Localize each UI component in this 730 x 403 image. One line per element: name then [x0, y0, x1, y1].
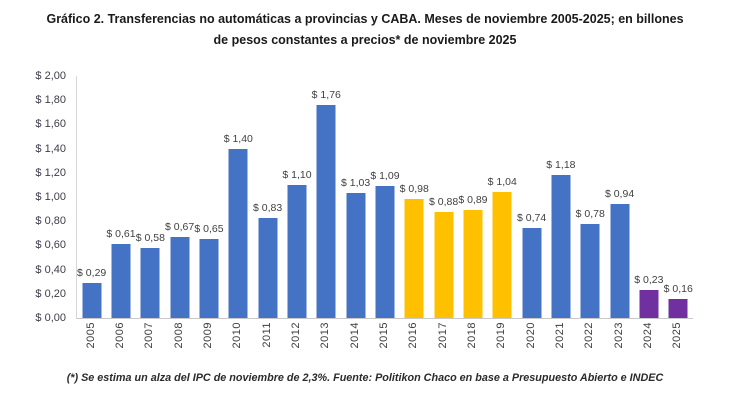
x-slot-2015	[369, 322, 398, 368]
x-slot-2025	[663, 322, 692, 368]
source-note: (*) Se estima un alza del IPC de noviembre de 2,3%. Fuente: Politikon Chaco en base a Presupuesto Abierto e INDEC	[66, 372, 664, 384]
x-tick-label-2011: 2011	[260, 322, 273, 348]
bar-slot-2019	[488, 76, 517, 318]
bar-slot-2016	[400, 76, 429, 318]
bar-slot-2008	[165, 76, 194, 318]
bar-value-label-2017: $ 0,88	[428, 196, 459, 208]
bar-2006	[111, 244, 130, 318]
bar-2010	[229, 149, 248, 318]
bar-slot-2013	[312, 76, 341, 318]
bar-value-label-2019: $ 1,04	[487, 176, 517, 188]
x-slot-2018	[457, 322, 486, 368]
bar-value-label-2010: $ 1,40	[223, 133, 253, 145]
chart-title	[20, 9, 710, 51]
x-tick-label-2021: 2021	[553, 322, 566, 349]
x-slot-2019	[487, 322, 516, 368]
chart-title-line2: de pesos constantes a precios* de noviembre 2025	[213, 33, 517, 47]
y-tick-label: $ 1,00	[35, 191, 66, 203]
bar-2023	[610, 204, 629, 318]
x-slot-2016	[399, 322, 428, 368]
bar-slot-2006	[106, 76, 135, 318]
bar-slot-2009	[194, 76, 223, 318]
x-tick-label-2009: 2009	[201, 322, 214, 349]
bar-slot-2011	[253, 76, 282, 318]
bar-2024	[639, 290, 658, 318]
y-axis	[0, 70, 70, 324]
bar-value-label-2009: $ 0,65	[194, 223, 224, 235]
x-tick-label-2025: 2025	[671, 322, 684, 349]
bar-2015	[375, 186, 394, 318]
bar-slot-2023	[605, 76, 634, 318]
x-slot-2017	[428, 322, 457, 368]
bar-2019	[493, 192, 512, 318]
bar-value-label-2022: $ 0,78	[575, 208, 605, 220]
x-axis	[76, 322, 692, 368]
bar-slot-2015	[370, 76, 399, 318]
bar-slot-2022	[576, 76, 605, 318]
bar-value-label-2023: $ 0,94	[604, 188, 635, 200]
x-slot-2020	[516, 322, 545, 368]
x-tick-label-2022: 2022	[583, 322, 596, 349]
x-slot-2024	[633, 322, 662, 368]
bar-2005	[82, 283, 101, 318]
x-slot-2006	[105, 322, 134, 368]
bar-2008	[170, 237, 189, 318]
x-tick-label-2013: 2013	[319, 322, 332, 349]
x-tick-label-2012: 2012	[289, 322, 302, 349]
bar-slot-2005	[77, 76, 106, 318]
bar-2013	[317, 105, 336, 318]
x-tick-label-2017: 2017	[436, 322, 449, 349]
bar-slot-2020	[517, 76, 546, 318]
bar-slot-2012	[282, 76, 311, 318]
bar-slot-2010	[224, 76, 253, 318]
y-tick-label: $ 0,00	[35, 312, 66, 324]
bar-slot-2021	[546, 76, 575, 318]
x-tick-label-2008: 2008	[172, 322, 185, 349]
x-slot-2005	[76, 322, 105, 368]
x-tick-label-2007: 2007	[143, 322, 156, 349]
bar-value-label-2018: $ 0,89	[458, 194, 488, 206]
x-tick-label-2018: 2018	[465, 322, 478, 349]
y-tick-label: $ 1,80	[35, 94, 66, 107]
bar-slot-2007	[136, 76, 165, 318]
x-slot-2008	[164, 322, 193, 368]
plot-area	[76, 76, 693, 319]
x-slot-2014	[340, 322, 369, 368]
bar-value-label-2015: $ 1,09	[370, 170, 400, 182]
x-slot-2012	[281, 322, 310, 368]
x-slot-2007	[135, 322, 164, 368]
bar-2011	[258, 218, 277, 318]
x-tick-label-2024: 2024	[641, 322, 654, 349]
chart-title-line1: Gráfico 2. Transferencias no automáticas a provincias y CABA. Meses de noviembre 2005-2025; en billones	[46, 12, 684, 26]
x-slot-2011	[252, 322, 281, 368]
bar-value-label-2013: $ 1,76	[311, 89, 341, 101]
bar-slot-2018	[458, 76, 487, 318]
bar-slot-2017	[429, 76, 458, 318]
bar-slot-2025	[664, 76, 693, 318]
bar-slot-2014	[341, 76, 370, 318]
y-tick-label: $ 0,80	[35, 215, 66, 228]
bar-2007	[141, 248, 160, 318]
x-slot-2013	[311, 322, 340, 368]
x-tick-label-2023: 2023	[612, 322, 625, 349]
x-tick-label-2015: 2015	[377, 322, 390, 349]
bar-2014	[346, 193, 365, 318]
x-tick-label-2006: 2006	[113, 322, 126, 349]
bar-value-label-2024: $ 0,23	[634, 274, 664, 286]
x-tick-label-2010: 2010	[231, 322, 244, 349]
x-slot-2023	[604, 322, 633, 368]
bar-slot-2024	[634, 76, 663, 318]
y-tick-label: $ 1,60	[35, 118, 66, 131]
bar-2009	[199, 239, 218, 318]
bar-2025	[669, 299, 688, 318]
bar-series	[77, 76, 693, 318]
x-slot-2022	[575, 322, 604, 368]
x-slot-2009	[193, 322, 222, 368]
bar-2016	[405, 199, 424, 318]
y-tick-label: $ 2,00	[35, 70, 66, 82]
bar-2020	[522, 228, 541, 318]
bar-2021	[551, 175, 570, 318]
bar-value-label-2025: $ 0,16	[663, 283, 693, 295]
x-tick-label-2020: 2020	[524, 322, 537, 349]
bar-value-label-2012: $ 1,10	[282, 169, 312, 181]
x-tick-label-2016: 2016	[407, 322, 420, 349]
bar-value-label-2006: $ 0,61	[106, 228, 136, 240]
bar-2012	[287, 185, 306, 318]
bar-2018	[463, 210, 482, 318]
x-tick-label-2014: 2014	[348, 322, 361, 349]
bar-value-label-2005: $ 0,29	[77, 267, 107, 279]
bar-value-label-2007: $ 0,58	[135, 232, 165, 244]
x-tick-label-2005: 2005	[84, 322, 97, 349]
bar-value-label-2014: $ 1,03	[341, 177, 371, 189]
x-slot-2010	[223, 322, 252, 368]
y-tick-label: $ 0,40	[35, 263, 66, 276]
bar-value-label-2008: $ 0,67	[165, 221, 195, 233]
y-tick-label: $ 0,60	[35, 239, 66, 252]
x-slot-2021	[545, 322, 574, 368]
y-tick-label: $ 1,20	[35, 166, 66, 179]
bar-2017	[434, 212, 453, 318]
x-tick-label-2019: 2019	[495, 322, 508, 349]
bar-value-label-2020: $ 0,74	[516, 212, 547, 224]
y-tick-label: $ 0,20	[35, 287, 66, 300]
bar-value-label-2011: $ 0,83	[253, 202, 283, 214]
bar-2022	[581, 224, 600, 318]
bar-value-label-2016: $ 0,98	[399, 183, 429, 195]
bar-value-label-2021: $ 1,18	[546, 159, 576, 171]
y-tick-label: $ 1,40	[35, 142, 66, 155]
